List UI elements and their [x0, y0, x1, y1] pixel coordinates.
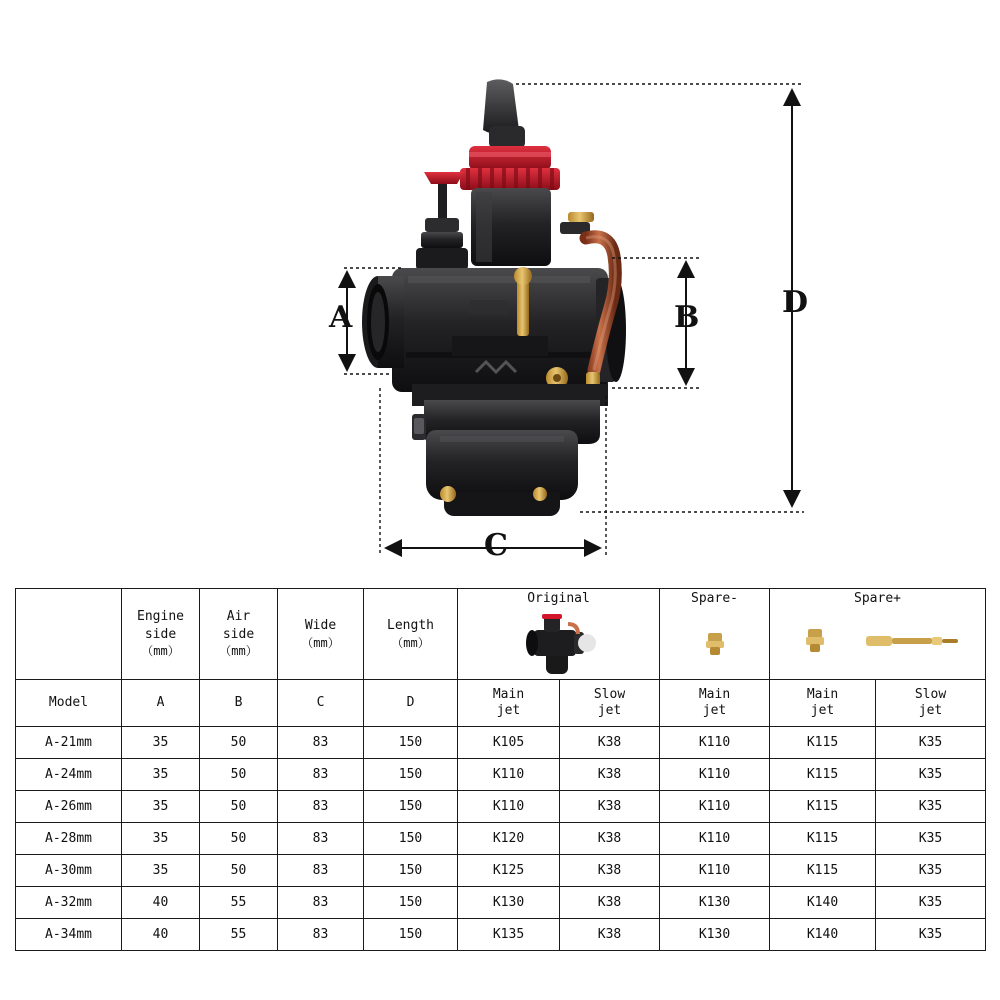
- table-row: [16, 759, 986, 791]
- table-header-row: [16, 589, 986, 680]
- cell-original-slow-jet: K38: [560, 823, 660, 855]
- header-engine-side-line2: side: [144, 626, 177, 642]
- cell-original-main-jet: K125: [458, 855, 560, 887]
- subheader-original-main-jet-line1: Main: [492, 687, 525, 703]
- cell-dim-c: 83: [278, 823, 364, 855]
- cell-dim-b: 50: [200, 823, 278, 855]
- medium-jet-icon: [794, 620, 836, 666]
- cell-original-main-jet: K110: [458, 791, 560, 823]
- header-engine-side: [122, 589, 200, 680]
- subheader-dim-d: [364, 680, 458, 727]
- cell-dim-c: 83: [278, 791, 364, 823]
- cell-dim-a: 40: [122, 887, 200, 919]
- subheader-spare-plus-slow-jet-line1: Slow: [914, 687, 947, 703]
- spare-plus-icons: [770, 608, 985, 678]
- cell-spare-minus-main-jet: K110: [660, 791, 770, 823]
- subheader-model: [16, 680, 122, 727]
- header-spare-minus: [660, 589, 770, 680]
- cell-model: A-26mm: [16, 791, 122, 823]
- table-row: [16, 855, 986, 887]
- dimension-label-d: D: [782, 285, 809, 320]
- cell-dim-c: 83: [278, 887, 364, 919]
- cell-dim-c: 83: [278, 919, 364, 951]
- header-length-line1: Length: [387, 618, 434, 634]
- header-engine-side-line1: Engine: [137, 609, 184, 625]
- header-spare-plus: [770, 589, 986, 680]
- cell-spare-plus-slow-jet: K35: [876, 759, 986, 791]
- cell-spare-minus-main-jet: K110: [660, 727, 770, 759]
- cell-spare-plus-main-jet: K115: [770, 855, 876, 887]
- cell-dim-d: 150: [364, 759, 458, 791]
- subheader-spare-plus-slow-jet: [876, 680, 986, 727]
- subheader-spare-plus-main-jet-line1: Main: [806, 687, 839, 703]
- cell-original-slow-jet: K38: [560, 855, 660, 887]
- subheader-spare-minus-main-jet-line2: jet: [702, 703, 727, 718]
- subheader-spare-plus-main-jet-line2: jet: [810, 703, 835, 718]
- cell-original-slow-jet: K38: [560, 919, 660, 951]
- subheader-original-slow-jet: [560, 680, 660, 727]
- subheader-original-main-jet-line2: jet: [496, 703, 521, 718]
- cell-dim-d: 150: [364, 823, 458, 855]
- subheader-model-line1: Model: [48, 695, 89, 711]
- subheader-dim-a: [122, 680, 200, 727]
- cell-original-main-jet: K130: [458, 887, 560, 919]
- cell-dim-a: 35: [122, 759, 200, 791]
- cell-spare-plus-slow-jet: K35: [876, 919, 986, 951]
- cell-dim-d: 150: [364, 855, 458, 887]
- subheader-dim-a-line1: A: [156, 695, 165, 711]
- table-row: [16, 727, 986, 759]
- subheader-dim-c: [278, 680, 364, 727]
- cell-dim-a: 35: [122, 791, 200, 823]
- cell-spare-plus-main-jet: K115: [770, 791, 876, 823]
- cell-dim-d: 150: [364, 791, 458, 823]
- header-engine-side-unit: （mm）: [141, 644, 180, 659]
- header-length: [364, 589, 458, 680]
- cell-spare-minus-main-jet: K130: [660, 919, 770, 951]
- subheader-dim-c-line1: C: [316, 695, 325, 711]
- cell-original-slow-jet: K38: [560, 759, 660, 791]
- header-wide: [278, 589, 364, 680]
- cell-dim-b: 50: [200, 855, 278, 887]
- cell-dim-a: 35: [122, 855, 200, 887]
- subheader-original-slow-jet-line1: Slow: [593, 687, 626, 703]
- subheader-spare-plus-slow-jet-line2: jet: [918, 703, 943, 718]
- cell-spare-plus-slow-jet: K35: [876, 727, 986, 759]
- cell-spare-minus-main-jet: K110: [660, 759, 770, 791]
- header-spare-plus-label: Spare+: [854, 591, 901, 607]
- cell-dim-b: 50: [200, 759, 278, 791]
- cell-model: A-21mm: [16, 727, 122, 759]
- cell-spare-minus-main-jet: K130: [660, 887, 770, 919]
- cell-spare-plus-main-jet: K115: [770, 823, 876, 855]
- cell-spare-minus-main-jet: K110: [660, 823, 770, 855]
- dimension-label-c: C: [484, 528, 508, 563]
- subheader-dim-d-line1: D: [406, 695, 415, 711]
- cell-spare-minus-main-jet: K110: [660, 855, 770, 887]
- cell-original-slow-jet: K38: [560, 727, 660, 759]
- subheader-spare-plus-main-jet: [770, 680, 876, 727]
- cell-spare-plus-slow-jet: K35: [876, 855, 986, 887]
- cell-original-main-jet: K135: [458, 919, 560, 951]
- header-original-label: Original: [527, 591, 590, 607]
- subheader-original-main-jet: [458, 680, 560, 727]
- cell-dim-a: 35: [122, 727, 200, 759]
- header-blank: [16, 589, 122, 680]
- cell-original-slow-jet: K38: [560, 791, 660, 823]
- header-air-side-line1: Air: [226, 609, 251, 625]
- cell-spare-plus-slow-jet: K35: [876, 887, 986, 919]
- cell-original-main-jet: K110: [458, 759, 560, 791]
- cell-original-main-jet: K105: [458, 727, 560, 759]
- header-air-side: [200, 589, 278, 680]
- table-subheader-row: [16, 680, 986, 727]
- cell-dim-d: 150: [364, 919, 458, 951]
- cell-spare-plus-main-jet: K115: [770, 759, 876, 791]
- header-wide-unit: （mm）: [301, 635, 340, 650]
- subheader-original-slow-jet-line2: jet: [597, 703, 622, 718]
- table-row: [16, 919, 986, 951]
- cell-spare-plus-slow-jet: K35: [876, 823, 986, 855]
- cell-dim-b: 55: [200, 919, 278, 951]
- cell-spare-plus-main-jet: K140: [770, 887, 876, 919]
- cell-original-slow-jet: K38: [560, 887, 660, 919]
- table-row: [16, 823, 986, 855]
- cell-dim-b: 50: [200, 791, 278, 823]
- subheader-dim-b: [200, 680, 278, 727]
- cell-dim-c: 83: [278, 855, 364, 887]
- dimension-label-a: A: [329, 300, 353, 335]
- cell-original-main-jet: K120: [458, 823, 560, 855]
- carburetor-thumbnail-icon: [458, 608, 659, 678]
- specification-table: [15, 588, 986, 951]
- dimension-label-b: B: [674, 300, 700, 335]
- subheader-dim-b-line1: B: [234, 695, 243, 711]
- table-row: [16, 791, 986, 823]
- cell-spare-plus-slow-jet: K35: [876, 791, 986, 823]
- cell-dim-b: 55: [200, 887, 278, 919]
- long-jet-icon: [862, 620, 962, 666]
- cell-spare-plus-main-jet: K115: [770, 727, 876, 759]
- cell-dim-b: 50: [200, 727, 278, 759]
- cell-dim-c: 83: [278, 759, 364, 791]
- cell-model: A-30mm: [16, 855, 122, 887]
- cell-model: A-32mm: [16, 887, 122, 919]
- small-jet-icon: [660, 608, 769, 678]
- header-original: [458, 589, 660, 680]
- header-air-side-unit: （mm）: [219, 644, 258, 659]
- cell-dim-d: 150: [364, 727, 458, 759]
- cell-dim-a: 40: [122, 919, 200, 951]
- cell-dim-a: 35: [122, 823, 200, 855]
- cell-dim-d: 150: [364, 887, 458, 919]
- cell-model: A-24mm: [16, 759, 122, 791]
- cell-dim-c: 83: [278, 727, 364, 759]
- carburetor-illustration: [362, 79, 626, 516]
- cell-spare-plus-main-jet: K140: [770, 919, 876, 951]
- cell-model: A-28mm: [16, 823, 122, 855]
- cell-model: A-34mm: [16, 919, 122, 951]
- table-row: [16, 887, 986, 919]
- header-length-unit: （mm）: [391, 635, 430, 650]
- subheader-spare-minus-main-jet-line1: Main: [698, 687, 731, 703]
- subheader-spare-minus-main-jet: [660, 680, 770, 727]
- header-air-side-line2: side: [222, 626, 255, 642]
- header-spare-minus-label: Spare-: [691, 591, 738, 607]
- header-wide-line1: Wide: [304, 618, 337, 634]
